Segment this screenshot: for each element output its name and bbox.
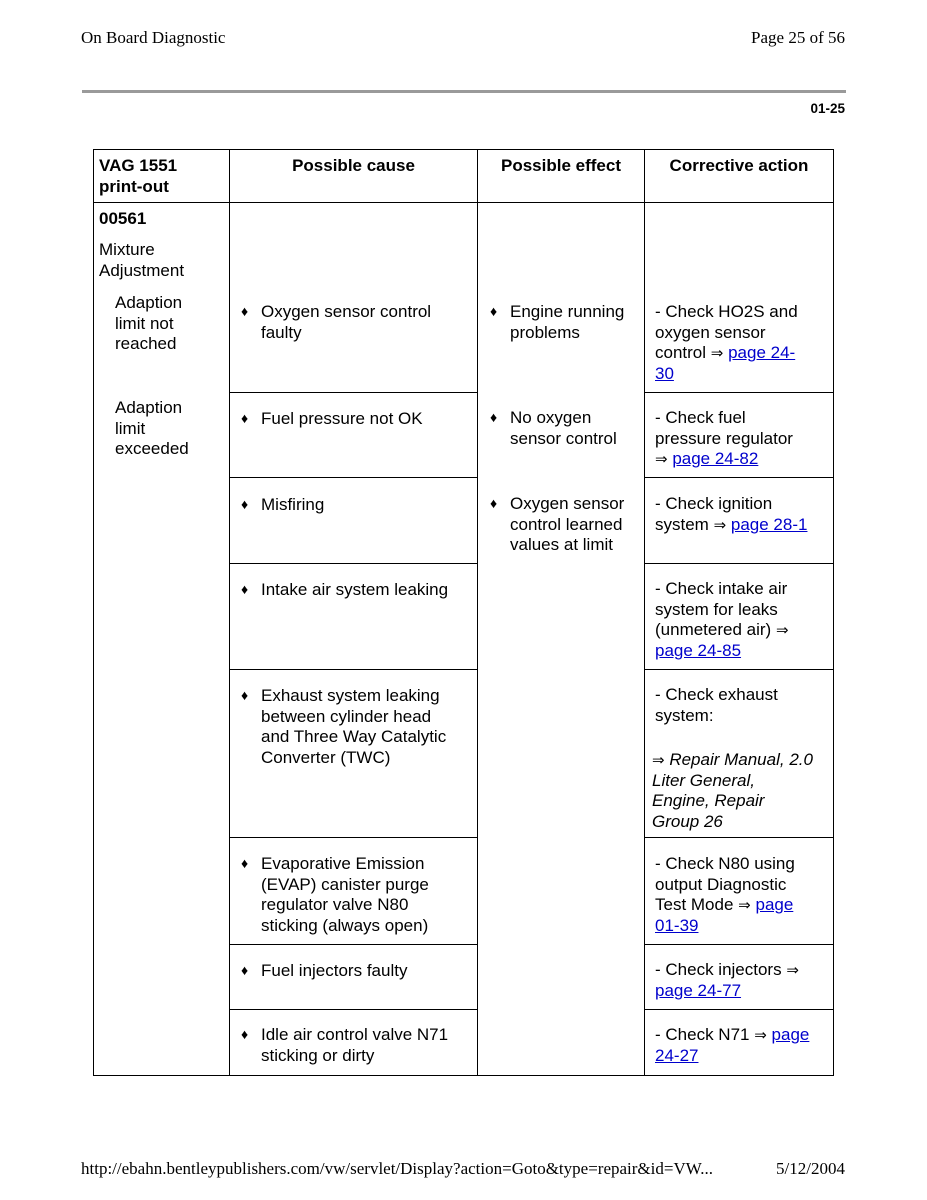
action-item: - Check N71 ⇒ page 24-27 [655,1025,810,1065]
row-divider [644,837,834,838]
table-border-left [93,149,94,1076]
arrow-right-icon: ⇒ [710,344,724,362]
bullet-icon: ♦ [241,496,249,512]
bullet-icon: ♦ [241,962,249,978]
link-page-24-27-cont[interactable]: 24-27 [655,1045,699,1065]
header-rule [82,90,846,93]
link-page-24-27[interactable]: page [771,1025,810,1044]
action-item: - Check N80 using output Diagnostic Test Mode ⇒ page 01-39 [655,854,795,935]
arrow-right-icon: ⇒ [655,450,668,468]
action-item: - Check exhaust system: [655,685,778,725]
fault-name: Mixture Adjustment [99,240,185,280]
row-divider [644,669,834,670]
action-item: - Check injectors ⇒ page 24-77 [655,960,799,1000]
bullet-icon: ♦ [241,303,249,319]
header-corrective-action: Corrective action [669,156,809,175]
bullet-icon: ♦ [241,855,249,871]
table-border-top [93,149,834,150]
table-border-right [833,149,834,1076]
arrow-right-icon: ⇒ [713,515,727,534]
row-divider [644,944,834,945]
header-row-divider [93,202,834,203]
header-possible-effect: Possible effect [501,156,621,175]
action-item: - Check fuel pressure regulator ⇒ page 24-82 [655,408,793,468]
bullet-icon: ♦ [241,410,249,426]
link-page-24-30[interactable]: page 24- [728,343,796,362]
row-divider [229,944,478,945]
link-page-24-82[interactable]: page 24-82 [672,449,759,468]
row-divider [229,392,478,393]
cause-item: Misfiring [261,495,325,514]
source-url[interactable]: http://ebahn.bentleypublishers.com/vw/servlet/Display?action=Goto&type=repair&id=VW... [81,1159,713,1178]
row-divider [644,1009,834,1010]
arrow-right-icon: ⇒ [786,961,799,979]
link-page-24-30-cont[interactable]: 30 [655,363,674,383]
column-divider [229,149,230,1076]
action-item: - Check HO2S and oxygen sensor control ⇒ page 24- 30 [655,302,798,383]
subcondition-limit-not-reached: Adaption limit not reached [115,293,183,353]
bullet-icon: ♦ [241,687,249,703]
header-vag-1551: VAG 1551 print-out [99,156,178,196]
effect-item: No oxygen sensor control [510,408,617,448]
header-possible-cause: Possible cause [292,156,415,175]
cause-item: Fuel pressure not OK [261,409,423,428]
table-border-bottom [93,1075,834,1076]
cause-item: Intake air system leaking [261,580,449,599]
diagnostic-table [93,149,834,1076]
row-divider [229,669,478,670]
row-divider [644,477,834,478]
link-page-01-39-cont[interactable]: 01-39 [655,915,699,935]
cause-item: Fuel injectors faulty [261,961,408,980]
row-divider [229,563,478,564]
arrow-right-icon: ⇒ [754,1026,767,1044]
repair-manual-reference: ⇒ Repair Manual, 2.0 Liter General, Engine, Repair Group 26 [652,750,813,831]
link-page-28-1[interactable]: page 28-1 [730,514,808,534]
bullet-icon: ♦ [241,1026,249,1042]
row-divider [229,837,478,838]
action-item: - Check ignition system ⇒ page 28-1 [655,494,808,534]
column-divider [644,149,645,1076]
subcondition-limit-exceeded: Adaption limit exceeded [115,398,189,458]
fault-code: 00561 [99,209,147,228]
cause-item: Oxygen sensor control faulty [261,302,432,342]
cause-item: Exhaust system leaking between cylinder head and Three Way Catalytic Converter (TWC) [261,686,447,767]
link-page-01-39[interactable]: page [755,895,794,914]
section-page-number: 01-25 [810,101,845,116]
print-date: 5/12/2004 [776,1159,845,1178]
arrow-right-icon: ⇒ [775,621,789,639]
row-divider [229,477,478,478]
column-divider [477,149,478,1076]
cause-item: Idle air control valve N71 sticking or dirty [261,1025,449,1065]
page-count: Page 25 of 56 [751,28,845,47]
row-divider [229,1009,478,1010]
bullet-icon: ♦ [490,495,498,511]
cause-item: Evaporative Emission (EVAP) canister purge regulator valve N80 sticking (always open) [261,854,429,935]
arrow-right-icon: ⇒ [652,751,665,769]
link-page-24-77[interactable]: page 24-77 [655,980,742,1000]
effect-item: Oxygen sensor control learned values at limit [510,494,625,554]
effect-item: Engine running problems [510,302,625,342]
arrow-right-icon: ⇒ [738,896,751,914]
bullet-icon: ♦ [490,303,498,319]
link-page-24-85[interactable]: page 24-85 [655,640,742,660]
bullet-icon: ♦ [241,581,249,597]
document-title: On Board Diagnostic [81,28,226,47]
bullet-icon: ♦ [490,409,498,425]
row-divider [644,392,834,393]
row-divider [644,563,834,564]
action-item: - Check intake air system for leaks (unmetered air) ⇒ page 24-85 [655,579,789,660]
